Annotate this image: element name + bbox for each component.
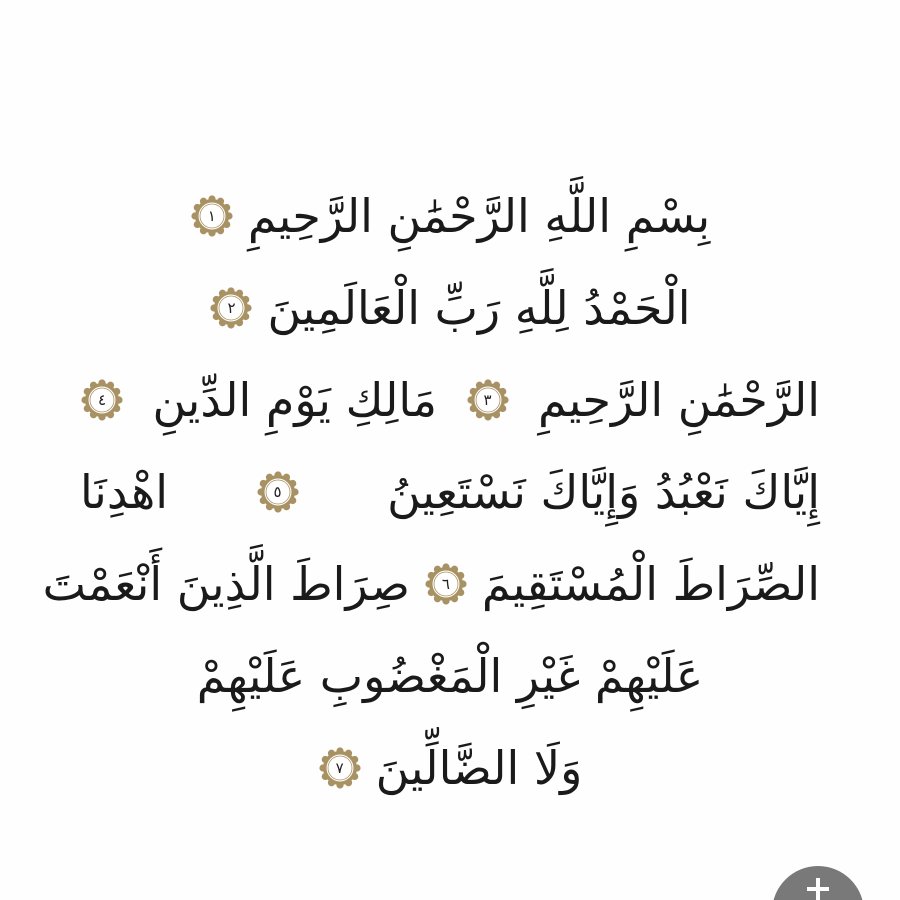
verse-text: الصِّرَاطَ الْمُسْتَقِيمَ xyxy=(481,557,820,611)
ayah-end-marker xyxy=(209,286,253,330)
verse-line-5 xyxy=(42,538,820,630)
verse-text: اهْدِنَا xyxy=(80,465,169,519)
verse-text: بِسْمِ اللَّهِ الرَّحْمَٰنِ الرَّحِيمِ xyxy=(247,189,711,243)
verse-line-2 xyxy=(80,262,820,354)
verse-line-1 xyxy=(80,170,820,262)
ayah-number: ٣ xyxy=(483,391,492,409)
ayah-number: ٥ xyxy=(273,483,282,501)
ayah-end-marker xyxy=(318,746,362,790)
ayah-end-marker xyxy=(424,562,468,606)
verse-text: الرَّحْمَٰنِ الرَّحِيمِ xyxy=(538,373,820,427)
verse-text: مَالِكِ يَوْمِ الدِّينِ xyxy=(152,373,438,427)
verse-text: وَلَا الضَّالِّينَ xyxy=(375,741,583,795)
ayah-end-marker xyxy=(466,378,510,422)
plus-icon xyxy=(812,878,824,900)
floating-action-button[interactable] xyxy=(772,866,864,900)
verse-text: صِرَاطَ الَّذِينَ أَنْعَمْتَ xyxy=(42,557,410,611)
ayah-number: ٦ xyxy=(441,575,450,593)
ayah-end-marker xyxy=(190,194,234,238)
verse-line-3 xyxy=(80,354,820,446)
verse-text: عَلَيْهِمْ غَيْرِ الْمَغْضُوبِ عَلَيْهِمْ xyxy=(196,649,704,703)
ayah-number: ٧ xyxy=(335,759,344,777)
verse-text: إِيَّاكَ نَعْبُدُ وَإِيَّاكَ نَسْتَعِينُ xyxy=(387,465,820,519)
verse-line-4 xyxy=(80,446,820,538)
verse-line-7 xyxy=(80,722,820,814)
surah-text-block xyxy=(42,170,820,814)
verse-text: الْحَمْدُ لِلَّهِ رَبِّ الْعَالَمِينَ xyxy=(267,281,691,335)
ayah-end-marker xyxy=(256,470,300,514)
ayah-number: ١ xyxy=(207,207,216,225)
ayah-number: ٢ xyxy=(227,299,236,317)
ayah-end-marker xyxy=(80,378,124,422)
ayah-number: ٤ xyxy=(97,391,107,409)
verse-line-6 xyxy=(80,630,820,722)
